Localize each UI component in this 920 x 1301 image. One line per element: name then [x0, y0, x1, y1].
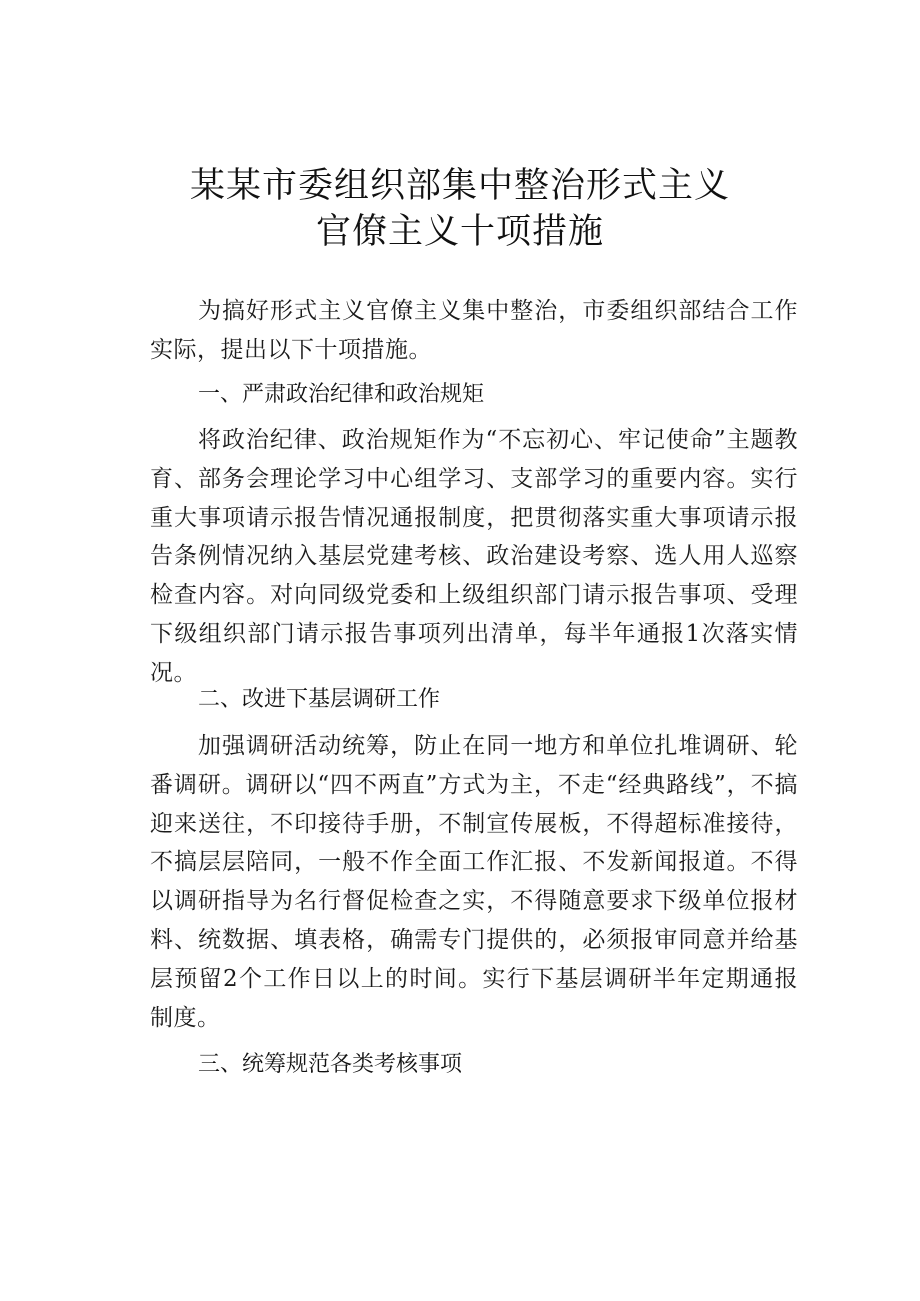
section-3-heading: 三、统筹规范各类考核事项: [198, 1052, 463, 1077]
document-title-line-2: 官僚主义十项措施: [315, 212, 604, 252]
document-title-line-1: 某某市委组织部集中整治形式主义: [189, 166, 730, 206]
section-2-heading: 二、改进下基层调研工作: [198, 687, 441, 712]
section-1-heading: 一、严肃政治纪律和政治规矩: [198, 382, 485, 407]
section-2-body: 加强调研活动统筹，防止在同一地方和单位扎堆调研、轮番调研。调研以“四不两直”方式为主，不走“经典路线”，不搞迎来送往，不印接待手册，不制宣传展板，不得超标准接待，不搞层层陪同，一般不作全面工作汇报、不发新闻报道。不得以调研指导为名行督促检查之实，不得随意要求下级单位报材料、统数据、填表格，确需专门提供的，必须报审同意并给基层预留2个工作日以上的时间。实行下基层调研半年定期通报制度。: [150, 733, 798, 1031]
intro-paragraph: 为搞好形式主义官僚主义集中整治，市委组织部结合工作实际，提出以下十项措施。: [150, 298, 798, 363]
section-1-body: 将政治纪律、政治规矩作为“不忘初心、牢记使命”主题教育、部务会理论学习中心组学习、支部学习的重要内容。实行重大事项请示报告情况通报制度，把贯彻落实重大事项请示报告条例情况纳入基层党建考核、政治建设考察、选人用人巡察检查内容。对向同级党委和上级组织部门请示报告事项、受理下级组织部门请示报告事项列出清单，每半年通报1次落实情况。: [150, 427, 798, 686]
